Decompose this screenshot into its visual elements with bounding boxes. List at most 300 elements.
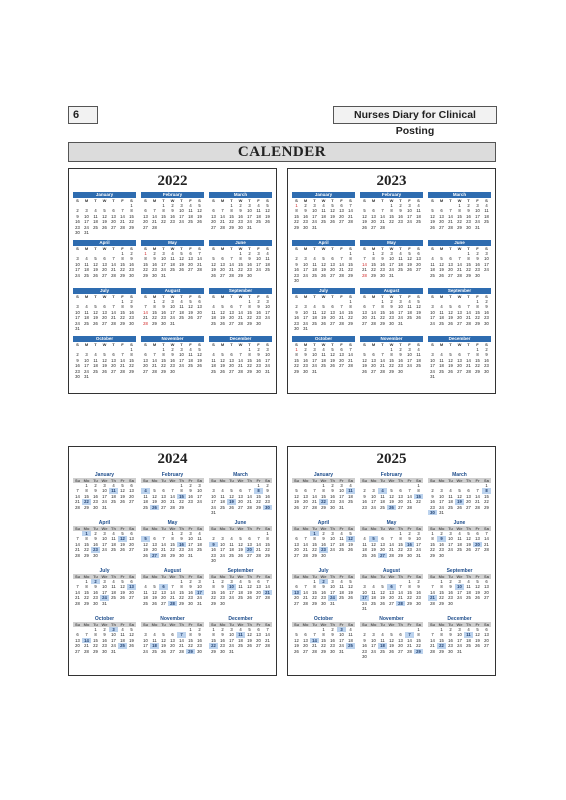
day-cell: 18 (197, 541, 202, 547)
weekday-label: Tu (310, 574, 319, 579)
day-cell: 15 (380, 309, 385, 315)
day-cell: 18 (265, 261, 270, 267)
day-cell: 21 (265, 637, 270, 643)
weekday-label: T (331, 294, 334, 299)
weekday-label: Fr (186, 622, 195, 627)
day-cell: 14 (75, 589, 80, 595)
weekday-label: Mo (438, 526, 445, 531)
month-name: June (428, 240, 491, 246)
day-cell: 29 (247, 368, 252, 374)
day-cell: 25 (256, 219, 261, 225)
weekday-label: T (381, 198, 384, 203)
day-cell: 23 (179, 547, 184, 553)
weekday-label: M (303, 246, 308, 251)
day-grid (292, 622, 355, 654)
weekday-label: S (349, 342, 352, 347)
month-name: April (317, 520, 330, 526)
month-name: February (380, 472, 403, 478)
day-cell: 31 (188, 552, 193, 558)
day-cell: 28 (312, 648, 317, 654)
weekday-label: Sa (346, 622, 355, 627)
day-cell: 21 (484, 541, 489, 547)
day-cell: 12 (294, 493, 299, 499)
day-cell: 9 (257, 304, 260, 310)
weekday-label: Sa (127, 478, 136, 483)
weekday-label: Fr (254, 574, 263, 579)
day-cell: 8 (180, 584, 183, 590)
weekday-label: We (169, 574, 176, 579)
day-cell: 17 (161, 261, 166, 267)
month-grid (292, 472, 491, 664)
weekday-label: Sa (346, 478, 355, 483)
day-cell: 9 (76, 357, 79, 363)
day-cell: 25 (466, 595, 471, 601)
day-cell: 23 (211, 552, 216, 558)
day-cell: 3 (458, 627, 461, 632)
day-cell: 28 (303, 552, 308, 558)
day-cell: 21 (407, 499, 412, 505)
weekday-label: T (313, 342, 316, 347)
day-cell: 22 (319, 499, 328, 504)
day-cell: 28 (84, 648, 89, 654)
day-cell: 5 (121, 483, 124, 488)
day-cell: 4 (431, 256, 434, 262)
day-cell: 5 (239, 536, 242, 542)
day-cell: 27 (371, 368, 376, 374)
weekday-label: Sa (127, 574, 136, 579)
day-grid (141, 574, 204, 606)
weekday-label: Sa (127, 622, 136, 627)
weekday-label: Sa (414, 478, 423, 483)
day-cell: 24 (220, 552, 225, 558)
day-cell: 17 (448, 541, 453, 547)
day-cell: 19 (294, 643, 299, 649)
weekday-label: Su (429, 622, 436, 627)
month-name: September (209, 288, 272, 294)
weekday-label: F (476, 294, 479, 299)
day-cell: 5 (248, 579, 251, 584)
weekday-label: Tu (91, 526, 100, 531)
day-cell: 27 (238, 504, 243, 510)
weekday-label: T (180, 342, 183, 347)
day-cell: 17 (484, 261, 489, 267)
day-cell: 17 (75, 315, 80, 321)
day-cell: 15 (265, 541, 270, 547)
day-cell: 16 (220, 637, 225, 643)
month-name: July (292, 288, 355, 294)
weekday-label: Tu (446, 478, 455, 483)
weekday-label: Sa (263, 622, 272, 627)
day-cell: 26 (389, 648, 394, 654)
day-cell: 9 (209, 542, 218, 547)
day-cell: 11 (84, 309, 89, 315)
day-cell: 29 (430, 552, 435, 558)
day-cell: 1 (85, 579, 88, 584)
day-cell: 20 (75, 643, 80, 649)
day-cell: 28 (407, 648, 412, 654)
day-cell: 4 (340, 531, 343, 536)
day-cell: 7 (266, 627, 269, 632)
day-cell: 27 (389, 600, 394, 606)
day-cell: 2 (476, 251, 479, 256)
day-cell: 8 (431, 536, 434, 542)
day-cell: 21 (475, 499, 480, 505)
month-january (292, 192, 355, 240)
day-cell: 22 (229, 219, 234, 225)
day-cell: 7 (431, 632, 434, 638)
day-cell: 26 (380, 600, 385, 606)
day-cell: 18 (188, 213, 193, 219)
day-cell: 18 (312, 267, 317, 273)
month-name: September (446, 568, 473, 574)
day-cell: 2 (221, 627, 224, 632)
day-cell: 18 (484, 213, 489, 219)
day-cell: 7 (257, 536, 260, 542)
day-cell: 10 (457, 632, 462, 638)
day-cell: 12 (407, 256, 412, 262)
day-cell: 12 (448, 357, 453, 363)
day-cell: 18 (150, 643, 159, 648)
day-cell: 8 (121, 304, 124, 310)
day-cell: 28 (396, 601, 405, 606)
month-november (360, 616, 423, 664)
day-cell: 30 (220, 648, 225, 654)
month-grid (292, 192, 491, 384)
day-cell: 18 (111, 541, 116, 547)
weekday-label: S (198, 342, 201, 347)
day-cell: 21 (247, 499, 252, 505)
day-cell: 15 (143, 261, 148, 267)
weekday-label: T (248, 342, 251, 347)
day-cell: 13 (330, 261, 335, 267)
day-cell: 15 (321, 637, 326, 643)
day-cell: 28 (75, 504, 80, 510)
day-cell: 2 (198, 627, 201, 632)
month-february (360, 192, 423, 240)
weekday-label: Th (245, 526, 254, 531)
day-cell: 27 (303, 648, 308, 654)
day-cell: 14 (247, 493, 252, 499)
day-cell: 2 (130, 251, 133, 256)
day-cell: 7 (85, 632, 88, 638)
weekday-label: We (456, 622, 463, 627)
day-cell: 10 (161, 256, 166, 262)
day-cell: 9 (94, 488, 97, 494)
day-cell: 21 (161, 547, 166, 553)
weekday-label: M (84, 246, 89, 251)
day-cell: 23 (319, 547, 328, 552)
day-cell: 13 (211, 213, 216, 219)
weekday-label: Tu (91, 622, 100, 627)
day-cell: 17 (170, 309, 175, 315)
day-cell: 19 (294, 499, 299, 505)
day-cell: 30 (321, 552, 326, 558)
day-grid (209, 478, 272, 515)
day-cell: 6 (363, 304, 366, 310)
day-cell: 3 (331, 531, 334, 536)
day-cell: 21 (197, 261, 202, 267)
day-cell: 2 (221, 579, 224, 584)
day-cell: 28 (265, 643, 270, 649)
weekday-label: T (313, 294, 316, 299)
day-cell: 5 (363, 208, 366, 214)
weekday-label: Mo (370, 526, 377, 531)
day-cell: 15 (398, 541, 403, 547)
day-cell: 12 (389, 637, 394, 643)
weekday-label: T (162, 294, 165, 299)
weekday-label: W (389, 246, 394, 251)
day-cell: 2 (171, 347, 174, 352)
day-cell: 6 (130, 531, 133, 536)
day-cell: 30 (448, 648, 453, 654)
day-cell: 21 (389, 547, 394, 553)
weekday-label: S (485, 294, 488, 299)
day-cell: 16 (294, 267, 299, 273)
month-name: April (98, 520, 111, 526)
day-cell: 4 (485, 203, 488, 208)
day-cell: 21 (339, 315, 344, 321)
day-cell: 2 (189, 579, 192, 584)
weekday-label: S (349, 294, 352, 299)
day-cell: 11 (312, 309, 317, 315)
weekday-label: S (349, 198, 352, 203)
day-cell: 28 (229, 272, 234, 278)
day-cell: 30 (75, 373, 80, 379)
day-cell: 12 (475, 632, 480, 638)
day-cell: 18 (416, 213, 421, 219)
day-cell: 3 (431, 304, 434, 310)
weekday-label: F (476, 342, 479, 347)
day-cell: 16 (303, 213, 308, 219)
day-cell: 30 (102, 648, 107, 654)
weekday-label: T (467, 294, 470, 299)
weekday-label: T (399, 294, 402, 299)
day-cell: 10 (229, 632, 234, 638)
weekday-label: Su (210, 526, 217, 531)
day-cell: 16 (380, 261, 385, 267)
day-cell: 31 (416, 552, 421, 558)
day-cell: 15 (247, 309, 252, 315)
day-cell: 16 (75, 219, 80, 225)
day-cell: 31 (330, 600, 335, 606)
day-cell: 10 (475, 208, 480, 214)
day-cell: 25 (170, 267, 175, 273)
day-cell: 26 (120, 499, 125, 505)
day-cell: 13 (238, 493, 243, 499)
day-cell: 8 (322, 632, 325, 638)
day-cell: 17 (84, 363, 89, 369)
day-cell: 17 (102, 589, 107, 595)
day-cell: 19 (371, 547, 376, 553)
day-cell: 30 (170, 368, 175, 374)
day-cell: 1 (467, 251, 470, 256)
day-cell: 2 (153, 251, 156, 256)
day-grid (360, 526, 423, 558)
day-cell: 27 (330, 320, 335, 326)
month-june (428, 520, 491, 568)
weekday-label: T (331, 246, 334, 251)
day-cell: 3 (76, 304, 79, 310)
day-cell: 25 (398, 267, 403, 273)
day-cell: 20 (484, 589, 489, 595)
day-cell: 17 (211, 499, 216, 505)
day-cell: 4 (378, 488, 387, 493)
day-cell: 28 (407, 504, 412, 510)
day-cell: 20 (339, 357, 344, 363)
weekday-label: S (485, 198, 488, 203)
day-cell: 1 (476, 299, 479, 304)
day-cell: 18 (143, 499, 148, 505)
weekday-label: We (320, 622, 327, 627)
day-cell: 17 (330, 541, 335, 547)
weekday-label: Fr (337, 574, 346, 579)
day-cell: 7 (112, 304, 115, 310)
day-cell: 17 (371, 499, 376, 505)
day-cell: 7 (171, 488, 174, 494)
day-cell: 4 (363, 536, 366, 542)
day-grid (141, 198, 204, 230)
day-cell: 4 (212, 304, 215, 310)
month-name: January (73, 192, 136, 198)
day-cell: 28 (303, 600, 308, 606)
day-cell: 30 (416, 600, 421, 606)
day-cell: 24 (430, 320, 435, 326)
day-cell: 30 (129, 272, 134, 278)
day-cell: 17 (457, 637, 462, 643)
weekday-label: We (320, 478, 327, 483)
day-cell: 23 (407, 547, 412, 553)
day-cell: 4 (399, 251, 402, 256)
day-cell: 22 (430, 547, 435, 553)
day-cell: 10 (265, 352, 270, 358)
day-cell: 11 (448, 493, 453, 499)
day-cell: 12 (321, 309, 326, 315)
day-cell: 20 (129, 541, 134, 547)
weekday-label: T (248, 294, 251, 299)
day-cell: 23 (475, 267, 480, 273)
day-cell: 29 (466, 272, 471, 278)
day-cell: 21 (303, 547, 308, 553)
day-cell: 8 (130, 352, 133, 358)
day-grid (360, 198, 423, 230)
day-cell: 5 (121, 531, 124, 536)
day-cell: 21 (339, 267, 344, 273)
day-cell: 16 (330, 637, 335, 643)
weekday-label: Tu (310, 622, 319, 627)
day-cell: 29 (398, 552, 403, 558)
day-cell: 14 (152, 213, 157, 219)
day-cell: 12 (362, 213, 367, 219)
day-cell: 27 (102, 320, 107, 326)
day-grid (360, 294, 423, 326)
day-cell: 29 (312, 552, 317, 558)
day-cell: 22 (398, 547, 403, 553)
month-name: February (161, 472, 184, 478)
day-cell: 15 (211, 637, 216, 643)
day-cell: 2 (449, 579, 452, 584)
day-cell: 11 (220, 493, 225, 499)
day-cell: 9 (449, 632, 452, 638)
month-name: August (163, 568, 182, 574)
day-cell: 23 (330, 643, 335, 649)
month-name: September (428, 288, 491, 294)
day-cell: 31 (457, 648, 462, 654)
day-cell: 23 (75, 224, 80, 230)
day-cell: 9 (221, 632, 224, 638)
month-january (73, 192, 136, 240)
day-cell: 31 (102, 504, 107, 510)
day-cell: 31 (265, 368, 270, 374)
day-cell: 5 (198, 203, 201, 208)
day-cell: 14 (220, 213, 225, 219)
day-cell: 27 (150, 553, 159, 558)
day-cell: 15 (229, 213, 234, 219)
month-october (73, 616, 136, 664)
day-cell: 5 (248, 627, 251, 632)
day-cell: 2 (363, 488, 366, 494)
day-cell: 24 (407, 363, 412, 369)
day-cell: 22 (179, 595, 184, 601)
month-name: November (379, 616, 404, 622)
day-cell: 31 (197, 600, 202, 606)
weekday-label: Fr (405, 526, 414, 531)
day-cell: 23 (220, 643, 225, 649)
day-cell: 7 (390, 536, 393, 542)
weekday-label: S (295, 342, 298, 347)
day-cell: 15 (407, 589, 412, 595)
day-cell: 22 (457, 219, 462, 225)
day-cell: 18 (256, 213, 261, 219)
day-cell: 8 (85, 584, 88, 590)
day-cell: 22 (407, 595, 412, 601)
day-cell: 11 (339, 536, 344, 542)
day-cell: 24 (457, 643, 462, 649)
day-grid (428, 622, 491, 654)
day-cell: 11 (362, 541, 367, 547)
weekday-label: Mo (302, 622, 309, 627)
day-cell: 20 (330, 315, 335, 321)
month-august (141, 288, 204, 336)
weekday-label: S (198, 294, 201, 299)
month-july (73, 288, 136, 336)
day-cell: 6 (212, 208, 215, 214)
day-cell: 9 (390, 304, 393, 310)
day-cell: 17 (229, 637, 234, 643)
day-cell: 14 (484, 536, 489, 542)
day-cell: 4 (85, 256, 88, 262)
day-cell: 16 (362, 499, 367, 505)
weekday-label: S (198, 246, 201, 251)
weekday-label: We (237, 526, 244, 531)
day-cell: 31 (229, 648, 234, 654)
day-cell: 27 (75, 648, 80, 654)
day-cell: 11 (211, 357, 216, 363)
day-cell: 11 (416, 208, 421, 214)
day-cell: 28 (120, 368, 125, 374)
weekday-label: W (238, 246, 243, 251)
month-december (209, 336, 272, 384)
weekday-label: S (198, 198, 201, 203)
weekday-label: We (169, 526, 176, 531)
day-cell: 30 (188, 600, 193, 606)
weekday-label: Fr (254, 622, 263, 627)
month-grid (73, 472, 272, 664)
day-cell: 18 (111, 493, 116, 499)
day-cell: 10 (84, 357, 89, 363)
day-cell: 30 (93, 552, 98, 558)
day-cell: 8 (390, 208, 393, 214)
day-cell: 9 (221, 584, 224, 590)
